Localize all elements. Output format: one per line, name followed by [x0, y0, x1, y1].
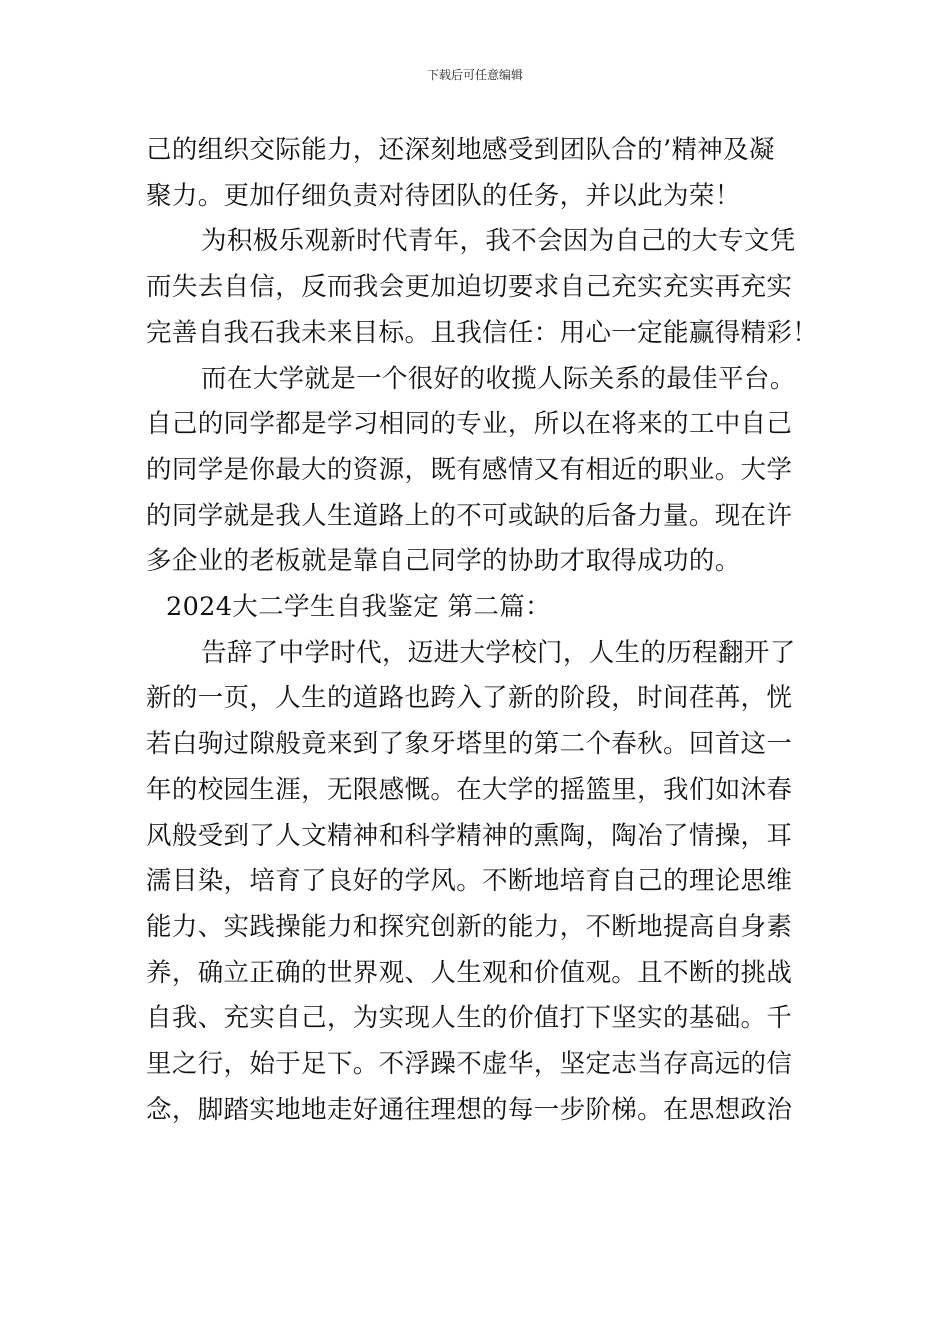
text-line: 里之行，始于足下。不浮躁不虚华，坚定志当存高远的信	[146, 1049, 793, 1080]
text-line: 己的组织交际能力，还深刻地感受到团队合的’精神及凝	[146, 135, 775, 165]
text-line: 风般受到了人文精神和科学精神的熏陶，陶冶了情操，耳	[146, 820, 793, 851]
document-body	[146, 128, 819, 1133]
paragraph-start-line: 告辞了中学时代，迈进大学校门，人生的历程翻开了	[201, 637, 796, 668]
text-line: 养，确立正确的世界观、人生观和价值观。且不断的挑战	[146, 957, 793, 988]
paragraph-start-line: 而在大学就是一个很好的收揽人际关系的最佳平台。	[201, 363, 796, 394]
paragraph-start-line: 为积极乐观新时代青年，我不会因为自己的大专文凭	[201, 226, 796, 257]
page-header: 下载后可任意编辑	[426, 68, 523, 82]
text-line: 自己的同学都是学习相同的专业，所以在将来的工中自己	[146, 409, 793, 440]
text-line: 新的一页，人生的道路也跨入了新的阶段，时间荏苒，恍	[146, 683, 793, 714]
text-line: 自我、充实自己，为实现人生的价值打下坚实的基础。千	[146, 1003, 793, 1034]
text-line: 若白驹过隙般竟来到了象牙塔里的第二个春秋。回首这一	[146, 729, 793, 760]
text-line: 而失去自信，反而我会更加迫切要求自己充实充实再充实	[146, 272, 793, 303]
text-line: 聚力。更加仔细负责对待团队的任务，并以此为荣！	[146, 180, 741, 211]
text-line: 多企业的老板就是靠自己同学的协助才取得成功的。	[146, 546, 741, 577]
text-line: 能力、实践操能力和探究创新的能力，不断地提高自身素	[146, 911, 793, 942]
text-line: 完善自我石我未来目标。且我信任：用心一定能赢得精彩！	[146, 317, 819, 348]
text-line: 念，脚踏实地地走好通往理想的每一步阶梯。在思想政治	[146, 1094, 793, 1125]
text-line: 的同学就是我人生道路上的不可或缺的后备力量。现在许	[146, 500, 793, 531]
section-heading: 2024大二学生自我鉴定 第二篇：	[166, 592, 551, 623]
text-line: 濡目染，培育了良好的学风。不断地培育自己的理论思维	[146, 866, 793, 897]
text-line: 的同学是你最大的资源，既有感情又有相近的职业。大学	[146, 454, 793, 485]
text-line: 年的校园生涯，无限感慨。在大学的摇篮里，我们如沐春	[146, 774, 793, 805]
